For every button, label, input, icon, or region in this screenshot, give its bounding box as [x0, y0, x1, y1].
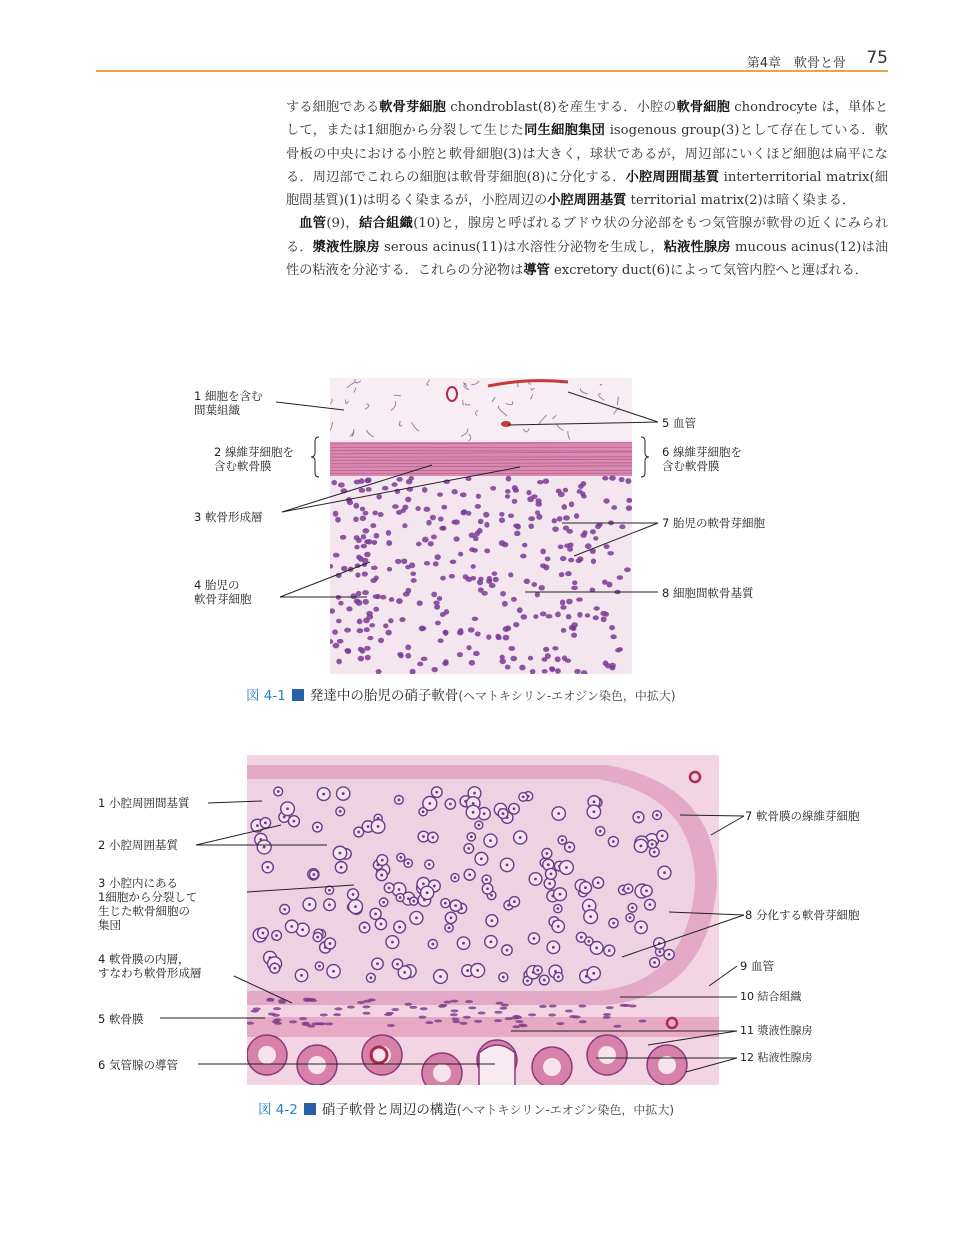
page-header [96, 48, 888, 72]
figure1-subtitle: (ヘマトキシリン-エオジン染色，中拡大) [458, 689, 676, 703]
bold-term: 漿液性腺房 [312, 239, 380, 255]
fig1-label-8: 8 細胞間軟骨基質 [662, 586, 754, 600]
bold-term: 小腔周囲間基質 [625, 169, 720, 185]
fig1-label-6: 6 線維芽細胞を 含む軟骨膜 [662, 445, 742, 473]
bold-term: 導管 [523, 263, 550, 279]
fig1-label-1: 1 細胞を含む 間葉組織 [194, 389, 263, 417]
fig1-label-7: 7 胎児の軟骨芽細胞 [662, 516, 765, 530]
bold-term: 同生細胞集団 [524, 123, 606, 139]
figure2-number: 図 4-2 [258, 1102, 298, 1118]
fig2-label-2: 2 小腔周囲基質 [98, 838, 178, 852]
text-run: chondroblast(8)を産生する．小腔の [445, 100, 677, 115]
chapter-title: 第4章 軟骨と骨 [746, 56, 846, 71]
figure2-micrograph [247, 755, 719, 1085]
text-run: isogenous group(3)として存在している．軟骨板の中央における小腔と軟骨細胞(3)は大きく，球状であるが，周辺部にいくほど細胞は扁平になる．周辺部でこれらの細胞は軟骨芽細胞(8)に分化する． [286, 123, 888, 185]
fig2-label-3: 3 小腔内にある 1細胞から分裂して 生じた軟骨細胞の 集団 [98, 876, 198, 932]
text-run: excretory duct(6)によって気管内腔へと運ばれる． [549, 263, 868, 279]
figure2-title: 硝子軟骨と周辺の構造 [321, 1102, 457, 1118]
bold-term: 粘液性腺房 [663, 239, 731, 255]
paragraph-1 [286, 96, 888, 212]
text-run: chondrocyte は，単体として，または1細胞から分裂して生じた [286, 100, 889, 139]
figure1-number: 図 4-1 [246, 688, 286, 704]
fig2-label-7: 7 軟骨膜の線維芽細胞 [745, 809, 860, 823]
bold-term: 血管 [299, 216, 327, 232]
fig1-label-5: 5 血管 [662, 416, 696, 430]
fig1-label-3: 3 軟骨形成層 [194, 510, 263, 524]
fig2-label-12: 12 粘液性腺房 [740, 1051, 813, 1064]
figure2-image [247, 755, 719, 1085]
figure1-caption [246, 684, 676, 704]
caption-marker [304, 1103, 316, 1115]
text-run: mucous acinus(12)は油性の粘液を分泌する．これらの分泌物は [286, 239, 889, 279]
text-run: する細胞である [286, 100, 380, 115]
text-run: territorial matrix(2)は暗く染まる． [626, 193, 856, 209]
text-run: (10)と，腺房と呼ばれるブドウ状の分泌部をもつ気管腺が軟骨の近くにみられる． [286, 216, 889, 255]
fig2-label-4: 4 軟骨膜の内層， すなわち軟骨形成層 [98, 952, 202, 980]
figure1-micrograph [330, 378, 632, 674]
text-run: (9)， [326, 216, 359, 232]
caption-marker [292, 689, 304, 701]
fig2-label-11: 11 漿液性腺房 [740, 1024, 813, 1037]
fig1-label-4: 4 胎児の 軟骨芽細胞 [194, 578, 252, 606]
fig2-label-10: 10 結合組織 [740, 990, 802, 1003]
page-number: 75 [866, 48, 888, 68]
figure1-image [330, 378, 632, 674]
bold-term: 軟骨細胞 [676, 100, 730, 115]
fig2-label-9: 9 血管 [740, 959, 774, 973]
paragraph-2 [286, 212, 888, 282]
bold-term: 小腔周囲基質 [547, 193, 627, 209]
fig2-label-8: 8 分化する軟骨芽細胞 [745, 908, 860, 922]
fig2-label-5: 5 軟骨膜 [98, 1012, 144, 1026]
figure2-subtitle: (ヘマトキシリン-エオジン染色，中拡大) [456, 1103, 675, 1117]
body-text [286, 96, 888, 282]
fig2-label-1: 1 小腔周囲間基質 [98, 796, 190, 810]
fig1-label-2: 2 線維芽細胞を 含む軟骨膜 [214, 445, 294, 473]
bold-term: 結合組織 [358, 216, 414, 232]
text-run: interterritorial matrix(細胞間基質)(1)は明るく染まるが，小腔周辺の [286, 169, 889, 209]
figure2-caption [258, 1098, 674, 1118]
bold-term: 軟骨芽細胞 [379, 100, 446, 115]
text-run: serous acinus(11)は水溶性分泌物を生成し， [379, 239, 664, 255]
fig2-label-6: 6 気管腺の導管 [98, 1058, 178, 1072]
figure1-title: 発達中の胎児の硝子軟骨 [309, 688, 459, 704]
